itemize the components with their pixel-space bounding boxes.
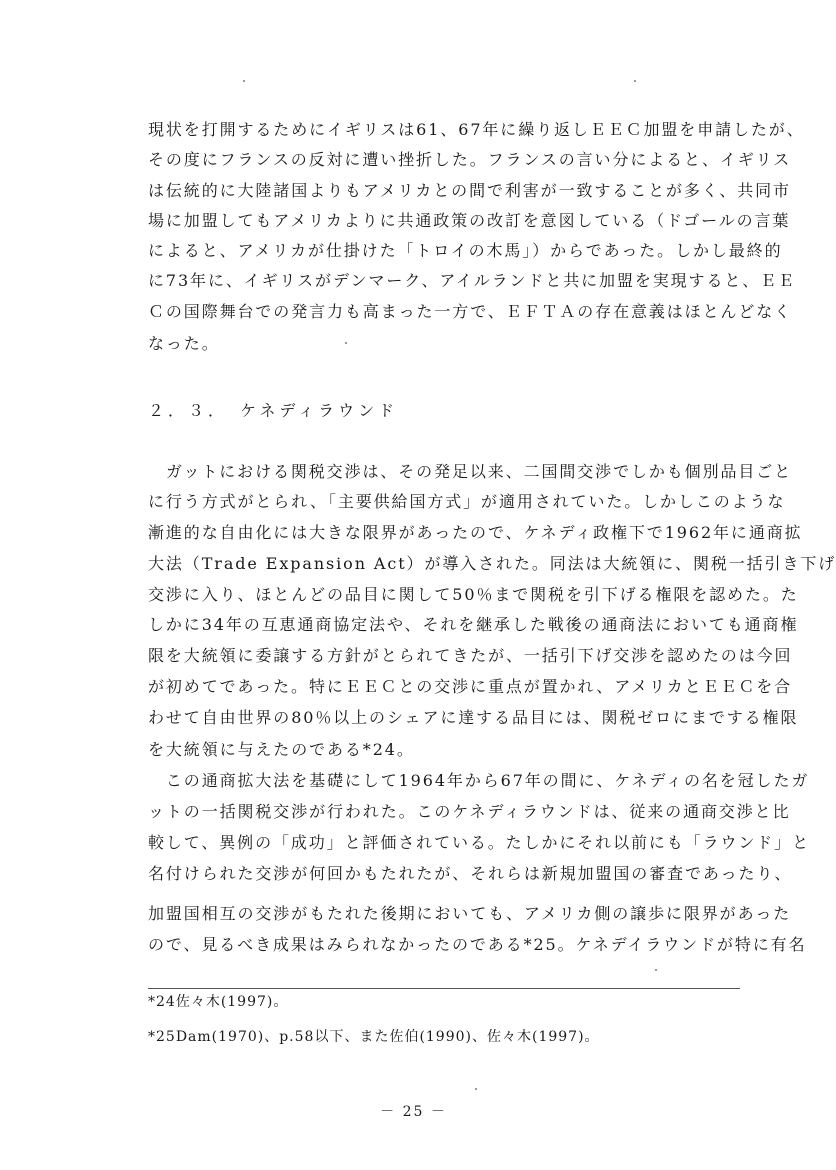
footnote: *24佐々木(1997)。: [148, 994, 289, 1010]
text-line: ットの一括関税交渉が行われた。このケネディラウンドは、従来の通商交渉と比: [148, 802, 791, 821]
text-line: ガットにおける関税交渉は、その発足以来、二国間交渉でしかも個別品目ごと: [148, 462, 793, 481]
text-line: 交渉に入り、ほとんどの品目に関して50％まで関税を引下げる権限を認めた。た: [148, 585, 799, 604]
text-line: その度にフランスの反対に遭い挫折した。フランスの言い分によると、イギリス: [148, 150, 792, 169]
scan-speck: [475, 1088, 477, 1090]
scan-speck: [655, 969, 657, 971]
text-line: ので、見るべき成果はみられなかったのである*25。ケネデイラウンドが特に有名: [148, 935, 807, 954]
text-line: を大統領に与えたのである*24。: [148, 740, 415, 759]
scan-speck: [243, 80, 245, 82]
text-line: わせて自由世界の80％以上のシェアに達する品目には、関税ゼロにまでする権限: [148, 708, 799, 727]
text-line: が初めてであった。特にＥＥＣとの交渉に重点が置かれ、アメリカとＥＥＣを合: [148, 677, 793, 696]
footnote: *25Dam(1970)、p.58以下、また佐伯(1990)、佐々木(1997)。: [148, 1029, 600, 1045]
text-line: 加盟国相互の交渉がもたれた後期においても、アメリカ側の譲歩に限界があった: [148, 904, 792, 923]
text-line: によると、アメリカが仕掛けた「トロイの木馬」）からであった。しかし最終的: [148, 241, 783, 260]
text-line: は伝統的に大陸諸国よりもアメリカとの間で利害が一致することが多く、共同市: [148, 181, 791, 200]
text-line: 名付けられた交渉が何回かもたれたが、それらは新規加盟国の審査であったり、: [148, 864, 793, 883]
text-line: 現状を打開するためにイギリスは61、67年に繰り返しＥＥＣ加盟を申請したが、: [148, 120, 805, 139]
text-line: しかに34年の互恵通商協定法や、それを継承した戦後の通商法においても通商権: [148, 615, 799, 634]
section-heading: ２．３． ケネディラウンド: [148, 401, 399, 420]
text-line: 漸進的な自由化には大きな限界があったので、ケネディ政権下で1962年に通商拡: [148, 523, 803, 542]
text-line: 場に加盟してもアメリカよりに共通政策の改訂を意図している（ドゴールの言葉: [148, 211, 791, 230]
text-line: に行う方式がとられ、「主要供給国方式」が適用されていた。しかしこのような: [148, 492, 786, 511]
page-number: － 25 －: [380, 1104, 447, 1120]
text-line: 大法（Trade Expansion Act）が導入された。同法は大統領に、関税一括引き下げ: [148, 554, 836, 573]
text-line: 限を大統領に委譲する方針がとられてきたが、一括引下げ交渉を認めたのは今回: [148, 646, 793, 665]
scan-speck: [634, 80, 636, 82]
text-line: Ｃの国際舞台での発言力も高まった一方で、ＥＦＴＡの存在意義はほとんどなく: [148, 302, 793, 321]
text-line: に73年に、イギリスがデンマーク、アイルランドと共に加盟を実現すると、ＥＥ: [148, 271, 796, 290]
scan-speck: [345, 342, 347, 344]
text-line: この通商拡大法を基礎にして1964年から67年の間に、ケネディの名を冠したガ: [148, 771, 810, 790]
footnote-separator: [148, 988, 740, 989]
text-line: なった。: [148, 334, 220, 353]
text-line: 較して、異例の「成功」と評価されている。たしかにそれ以前にも「ラウンド」と: [148, 833, 810, 852]
